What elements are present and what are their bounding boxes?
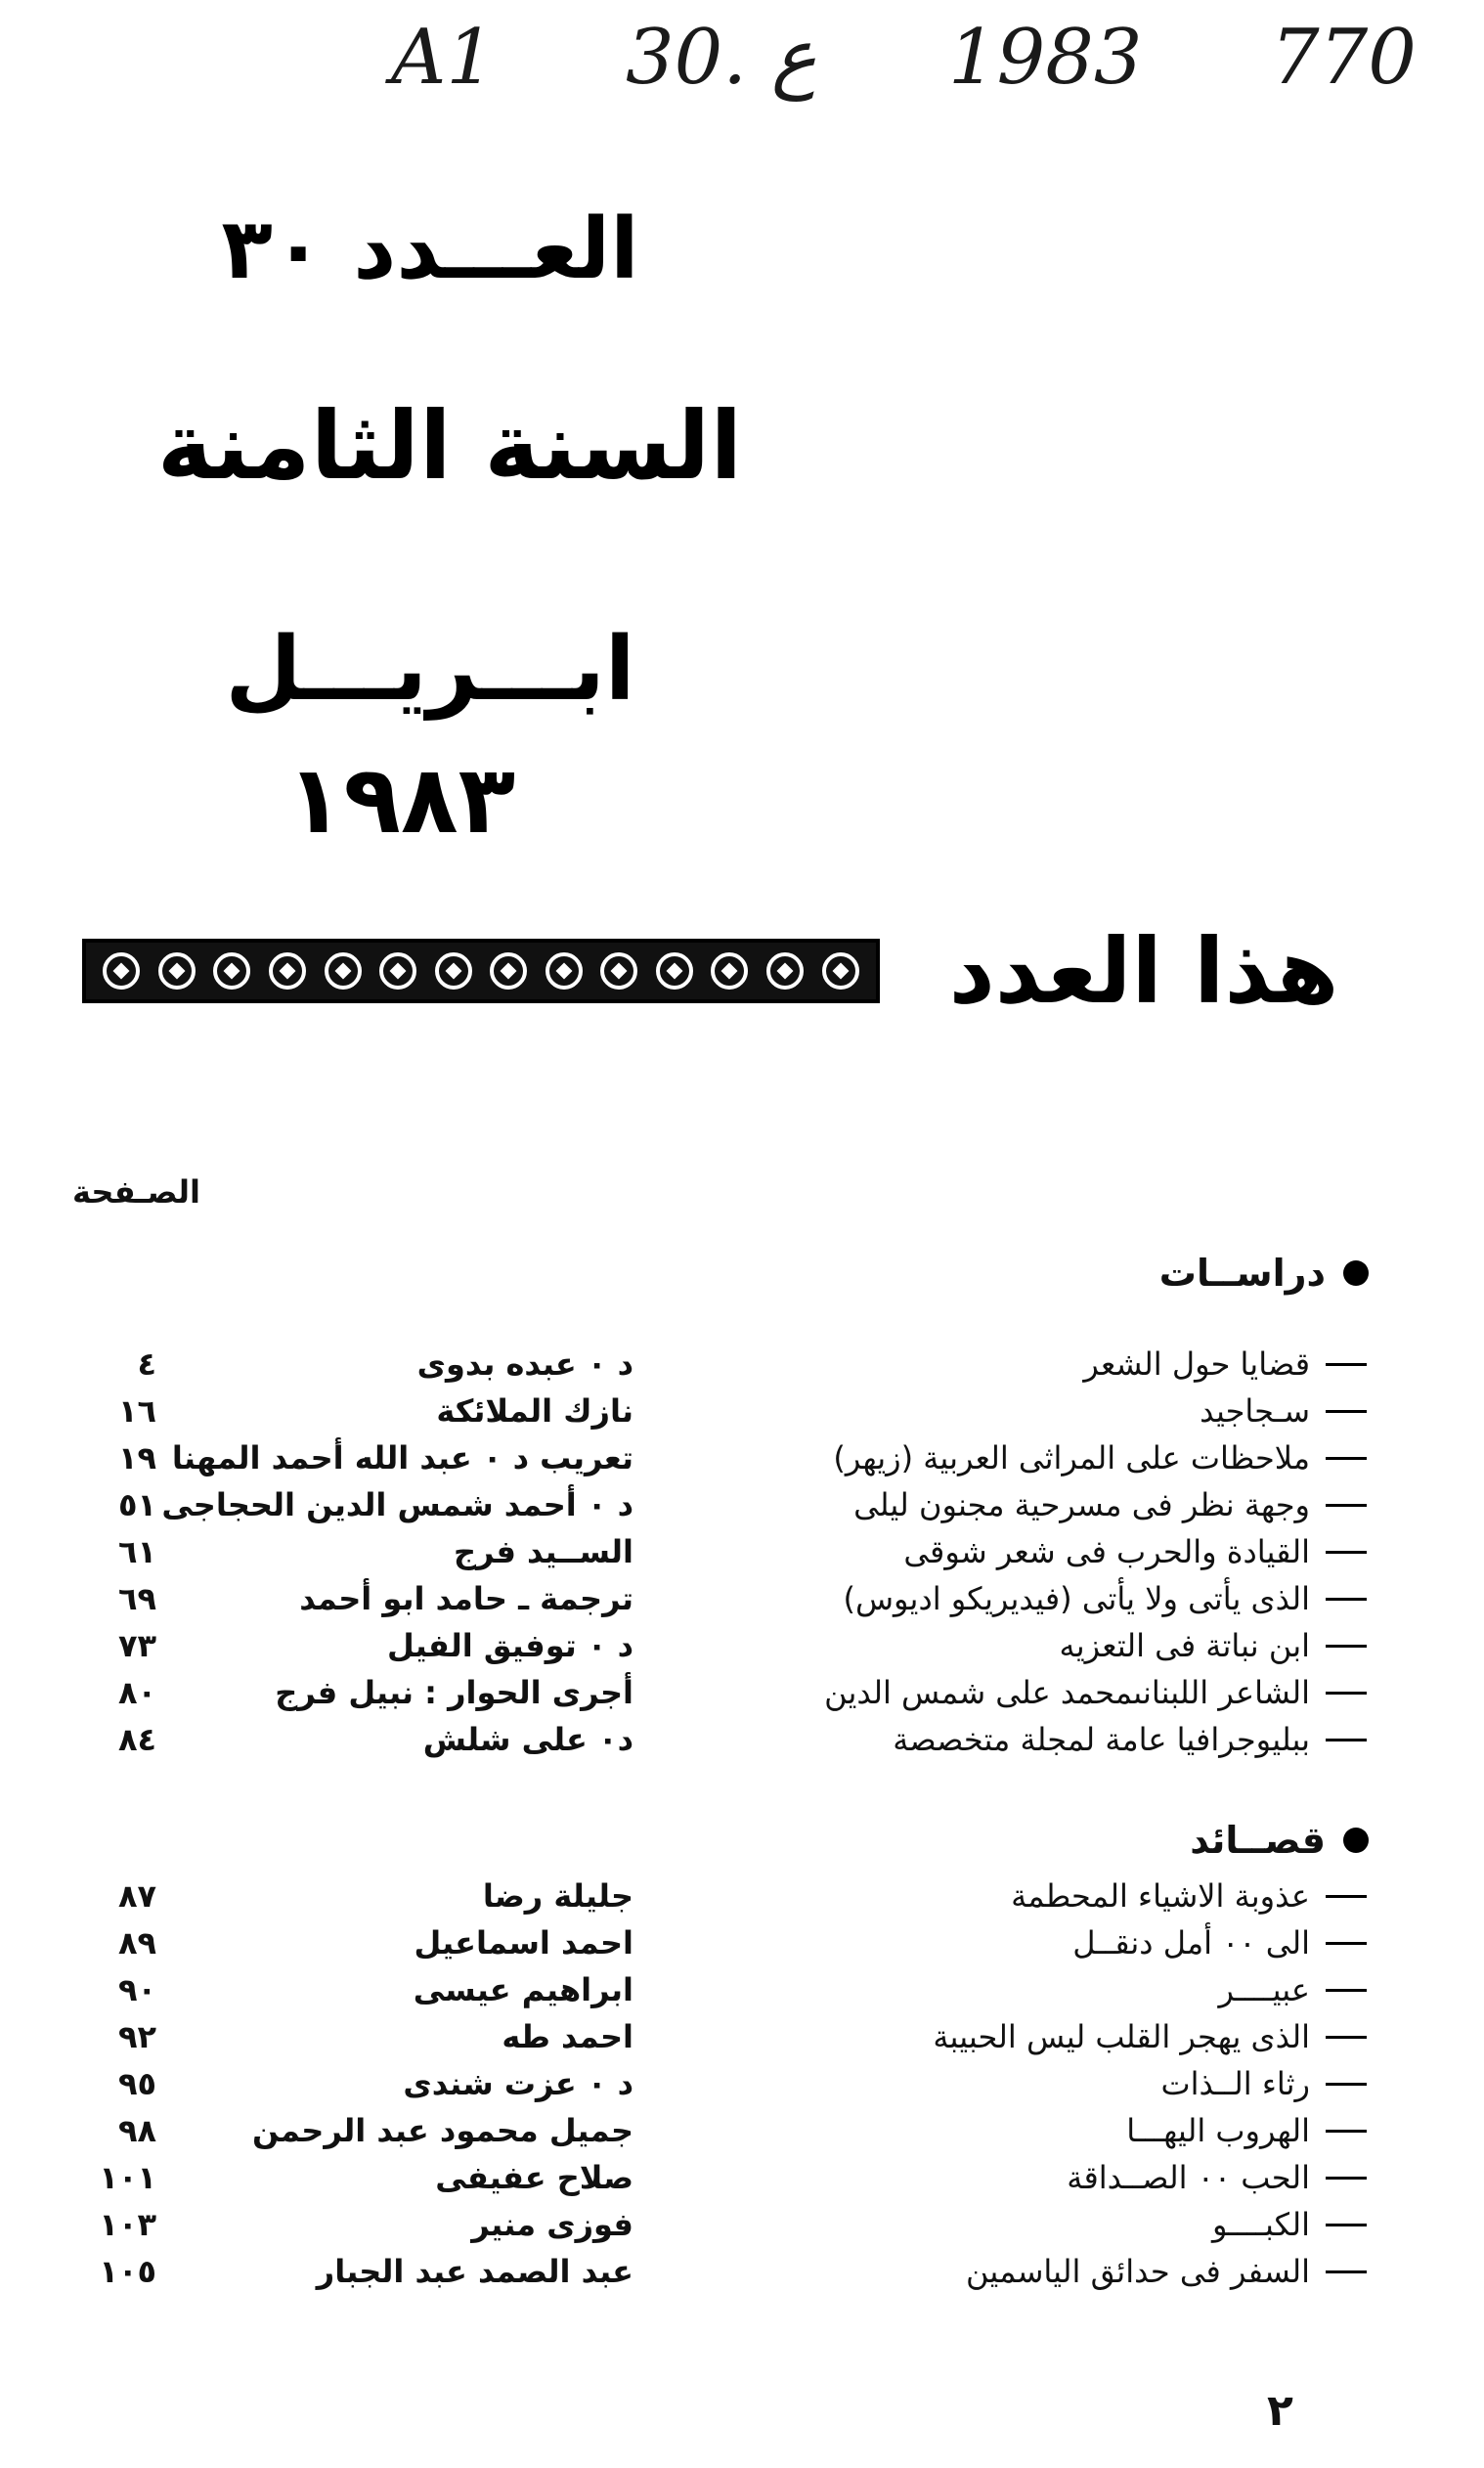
leader-dash-icon — [1326, 2224, 1367, 2226]
page-column-header: الصـفحة — [72, 1173, 200, 1211]
ornamental-band — [82, 939, 880, 1003]
toc-entry — [0, 1580, 1484, 1627]
toc-entry — [0, 2112, 1484, 2159]
issue-number: العـــدد ٣٠ — [221, 200, 639, 298]
leader-dash-icon — [1326, 1739, 1367, 1741]
entry-page: ١٠١ — [99, 2159, 156, 2196]
entry-author: فوزى منير — [471, 2206, 633, 2243]
entry-author: عبد الصمد عبد الجبار — [316, 2253, 633, 2290]
entry-author: د ٠ عبده بدوى — [416, 1345, 633, 1383]
leader-dash-icon — [1326, 1410, 1367, 1413]
entry-title: وجهة نظر فى مسرحية مجنون ليلى — [853, 1486, 1310, 1523]
entry-title: ببليوجرافيا عامة لمجلة متخصصة — [893, 1721, 1310, 1758]
entry-page: ١٠٣ — [99, 2206, 156, 2243]
entry-author: صلاح عفيفى — [435, 2159, 633, 2196]
leader-dash-icon — [1326, 1551, 1367, 1554]
bullet-icon — [1343, 1828, 1369, 1853]
ornament-icon — [325, 952, 362, 990]
ornament-icon — [711, 952, 748, 990]
toc-entry — [0, 2253, 1484, 2300]
leader-dash-icon — [1326, 1989, 1367, 1992]
entry-author: جليلة رضا — [482, 1877, 633, 1915]
entry-title: ملاحظات على المراثى العربية (زيهر) — [833, 1439, 1310, 1476]
entry-title: القيادة والحرب فى شعر شوقى — [903, 1533, 1310, 1570]
leader-dash-icon — [1326, 2083, 1367, 2086]
entry-page: ٩٨ — [117, 2112, 156, 2149]
toc-entry — [0, 1486, 1484, 1533]
toc-entry — [0, 1877, 1484, 1924]
ornament-icon — [546, 952, 583, 990]
entry-title: الى ٠٠ أمل دنقــل — [1072, 1924, 1310, 1961]
entry-title: الهروب اليهـــا — [1126, 2112, 1310, 2149]
page-number: ٢ — [1267, 2386, 1293, 2436]
toc-entry — [0, 1533, 1484, 1580]
entry-author: ترجمة ـ حامد ابو أحمد — [299, 1580, 633, 1617]
ornament-icon — [822, 952, 859, 990]
toc-entry — [0, 2206, 1484, 2253]
entry-page: ١٩ — [117, 1439, 156, 1476]
ornament-icon — [435, 952, 472, 990]
entry-page: ٨٩ — [117, 1924, 156, 1961]
ornament-icon — [490, 952, 527, 990]
toc-entry — [0, 2018, 1484, 2065]
toc-entry — [0, 1439, 1484, 1486]
issue-month: ابـــريـــل — [225, 618, 635, 721]
toc-entry — [0, 2065, 1484, 2112]
leader-dash-icon — [1326, 1457, 1367, 1460]
leader-dash-icon — [1326, 2177, 1367, 2180]
entry-page: ٩٥ — [117, 2065, 156, 2102]
section-heading-poems — [1190, 1819, 1369, 1862]
entry-author: د ٠ أحمد شمس الدين الحجاجى — [161, 1486, 633, 1523]
toc-entry — [0, 1392, 1484, 1439]
entry-title: عذوبة الاشياء المحطمة — [1011, 1877, 1310, 1915]
entry-page: ١٦ — [117, 1392, 156, 1430]
ornament-icon — [213, 952, 250, 990]
entry-title: قضايا حول الشعر — [1083, 1345, 1310, 1383]
entry-title: الحب ٠٠ الصــداقة — [1067, 2159, 1310, 2196]
leader-dash-icon — [1326, 2036, 1367, 2039]
entry-title: ابن نباتة فى التعزيه — [1059, 1627, 1310, 1664]
entry-author: احمد اسماعيل — [414, 1924, 633, 1961]
ornament-icon — [600, 952, 637, 990]
toc-entry — [0, 1971, 1484, 2018]
entry-page: ٩٠ — [117, 1971, 156, 2008]
leader-dash-icon — [1326, 1895, 1367, 1898]
toc-entry — [0, 1345, 1484, 1392]
ornament-icon — [379, 952, 416, 990]
section-label: قصــائد — [1190, 1819, 1326, 1862]
toc-entry — [0, 1924, 1484, 1971]
toc-entry — [0, 1627, 1484, 1674]
section-label: دراســات — [1158, 1252, 1326, 1295]
entry-title: الشاعر اللبنانىمحمد على شمس الدين — [824, 1674, 1310, 1711]
leader-dash-icon — [1326, 1692, 1367, 1695]
ornament-icon — [269, 952, 306, 990]
leader-dash-icon — [1326, 1504, 1367, 1507]
entry-page: ٥١ — [117, 1486, 156, 1523]
leader-dash-icon — [1326, 1363, 1367, 1366]
handwritten-note-a: A1 — [391, 14, 495, 102]
leader-dash-icon — [1326, 1942, 1367, 1945]
leader-dash-icon — [1326, 1645, 1367, 1648]
entry-author: احمد طه — [502, 2018, 633, 2055]
entry-title: رثاء الــذات — [1160, 2065, 1310, 2102]
toc-entry — [0, 1674, 1484, 1721]
entry-author: د ٠ توفيق الفيل — [387, 1627, 633, 1664]
entry-title: الكبــــو — [1212, 2206, 1310, 2243]
entry-page: ٩٢ — [117, 2018, 156, 2055]
entry-author: نازك الملائكة — [436, 1392, 633, 1430]
entry-author: د ٠ عزت شندى — [403, 2065, 633, 2102]
entry-title: الذى يأتى ولا يأتى (فيديريكو اديوس) — [843, 1580, 1310, 1617]
entry-author: جميل محمود عبد الرحمن — [252, 2112, 633, 2149]
leader-dash-icon — [1326, 2270, 1367, 2273]
entry-title: سـجاجيد — [1200, 1392, 1310, 1430]
leader-dash-icon — [1326, 2130, 1367, 2133]
entry-page: ٨٤ — [117, 1721, 156, 1758]
entry-author: ابراهيم عيسى — [413, 1971, 633, 2008]
toc-entry — [0, 2159, 1484, 2206]
ornament-icon — [656, 952, 693, 990]
section-heading-studies — [1159, 1252, 1369, 1295]
entry-title: السفر فى حدائق الياسمين — [966, 2253, 1310, 2290]
entry-page: ٤ — [137, 1345, 156, 1383]
entry-title: الذى يهجر القلب ليس الحبيبة — [933, 2018, 1310, 2055]
entry-page: ٨٠ — [117, 1674, 156, 1711]
entry-author: الســيد فرج — [453, 1533, 633, 1570]
issue-year: ١٩٨٣ — [285, 745, 516, 855]
handwritten-note-c: 1983 — [948, 14, 1143, 102]
ornament-icon — [766, 952, 804, 990]
entry-page: ٧٣ — [117, 1627, 156, 1664]
bullet-icon — [1343, 1260, 1369, 1286]
handwritten-note-d: 770 — [1271, 14, 1417, 102]
entry-page: ٦١ — [117, 1533, 156, 1570]
leader-dash-icon — [1326, 1598, 1367, 1601]
handwritten-note-b: 30. ع — [626, 14, 817, 102]
entry-page: ٨٧ — [117, 1877, 156, 1915]
entry-title: عبيــــر — [1218, 1971, 1310, 2008]
toc-entry — [0, 1721, 1484, 1768]
ornament-icon — [103, 952, 140, 990]
ornament-icon — [158, 952, 196, 990]
entry-page: ٦٩ — [117, 1580, 156, 1617]
volume-year: السنة الثامنة — [156, 391, 743, 501]
entry-author: تعريب د ٠ عبد الله أحمد المهنا — [171, 1439, 633, 1476]
entry-author: د٠ على شلش — [422, 1721, 633, 1758]
contents-heading: هذا العدد — [948, 919, 1339, 1024]
entry-page: ١٠٥ — [99, 2253, 156, 2290]
entry-author: أجرى الحوار : نبيل فرج — [275, 1674, 633, 1711]
